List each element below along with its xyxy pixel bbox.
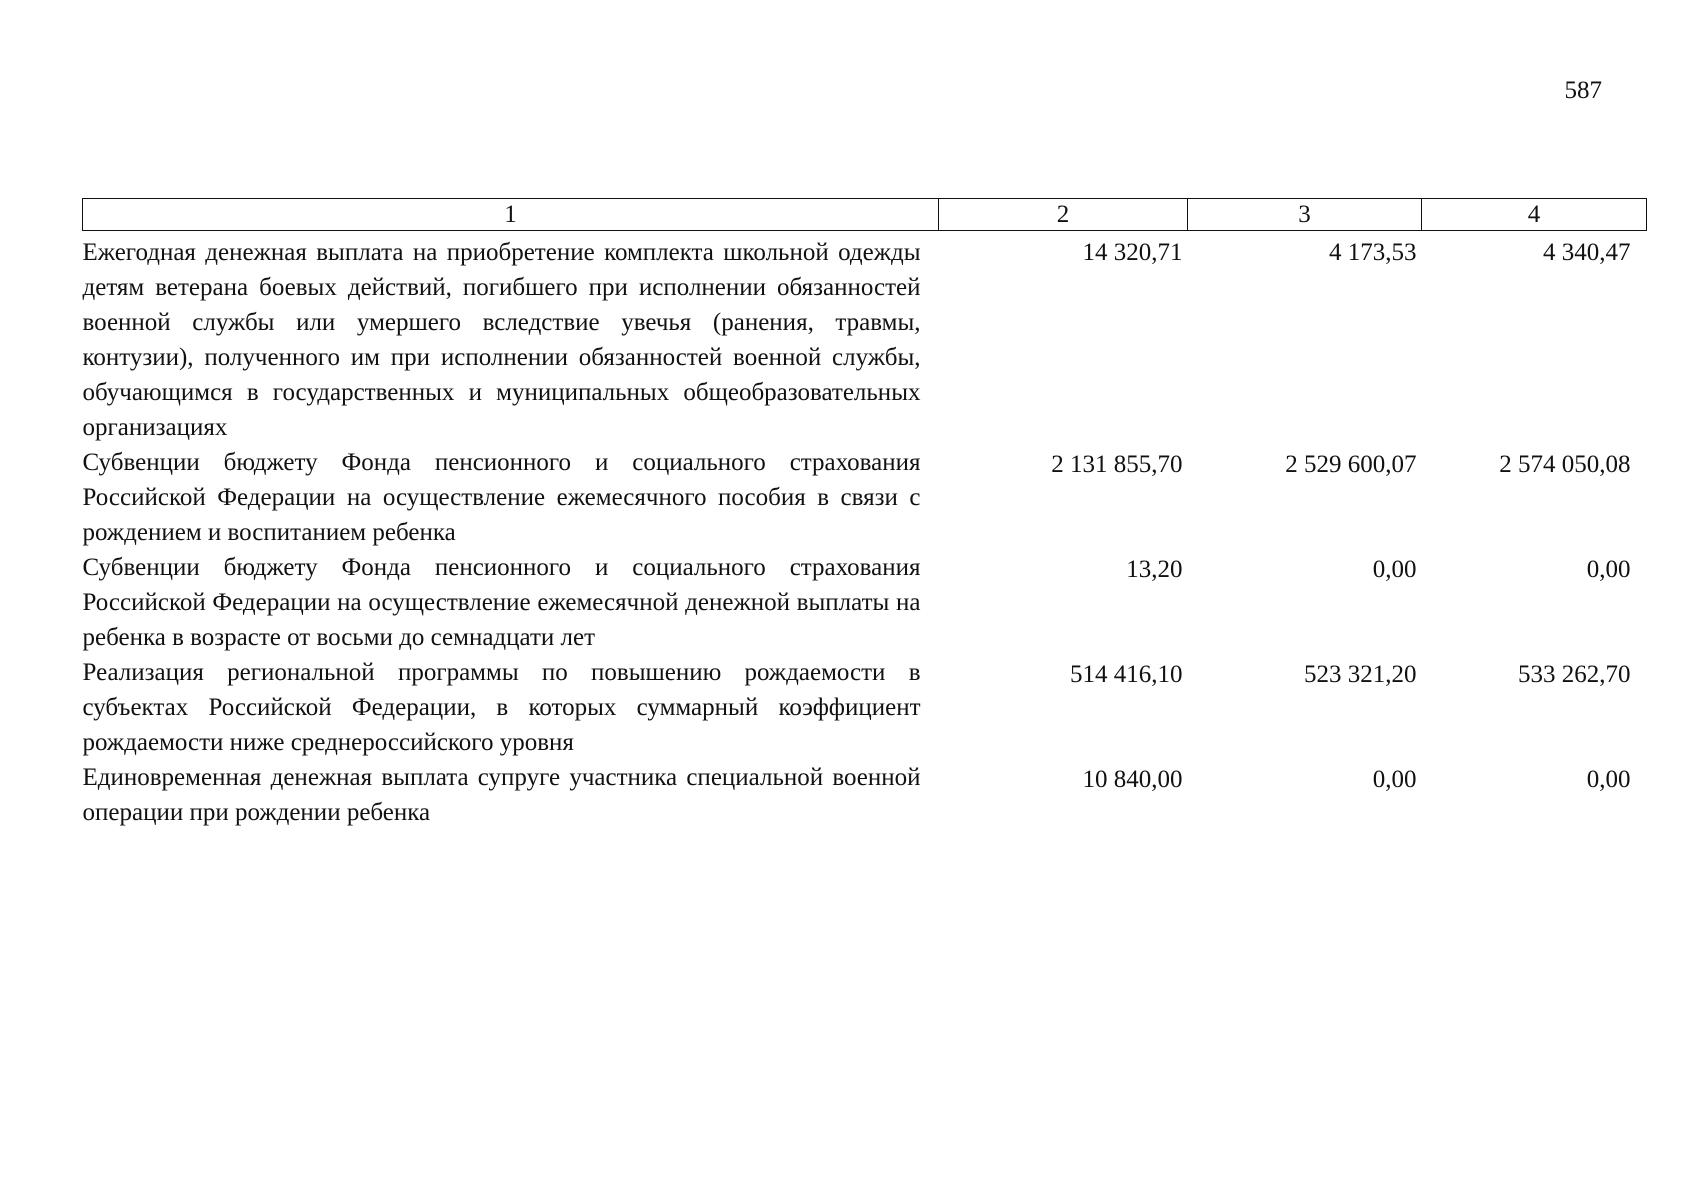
row-value-col4: 0,00 bbox=[1586, 766, 1631, 793]
table-header-row bbox=[83, 199, 1647, 231]
row-description: Субвенции бюджету Фонда пенсионного и социального страхования Российской Федерации на осуществление ежемесячной денежной выплаты на ребенка в возрасте от восьми до семнадцати лет bbox=[82, 554, 921, 651]
row-value-col2: 2 131 855,70 bbox=[1051, 451, 1183, 478]
budget-table bbox=[82, 198, 1647, 830]
row-description: Ежегодная денежная выплата на приобретение комплекта школьной одежды детям ветерана боевых действий, погибшего при исполнении обязанностей военной службы или умершего вследствие увечья (ранения, травмы, контузии), полученного им при исполнении обязанностей военной службы, обучающимся в государственных и муниципальных общеобразовательных организациях bbox=[82, 239, 921, 441]
row-value-col4: 2 574 050,08 bbox=[1499, 451, 1631, 478]
row-value-col4: 533 262,70 bbox=[1518, 661, 1631, 688]
column-header-4: 4 bbox=[1422, 199, 1647, 231]
column-header-2: 2 bbox=[939, 199, 1188, 231]
row-description: Единовременная денежная выплата супруге участника специальной военной операции при рождении ребенка bbox=[82, 764, 921, 826]
row-value-col2: 10 840,00 bbox=[1082, 766, 1183, 793]
row-value-col4: 0,00 bbox=[1586, 556, 1631, 583]
row-value-col3: 0,00 bbox=[1372, 766, 1417, 793]
row-value-col2: 14 320,71 bbox=[1082, 239, 1183, 266]
table-row bbox=[83, 760, 1647, 830]
row-description: Субвенции бюджету Фонда пенсионного и социального страхования Российской Федерации на осуществление ежемесячного пособия в связи с рождением и воспитанием ребенка bbox=[82, 449, 921, 546]
row-value-col2: 13,20 bbox=[1126, 556, 1183, 583]
table-row bbox=[83, 445, 1647, 550]
page-number: 587 bbox=[1564, 77, 1602, 104]
row-value-col3: 2 529 600,07 bbox=[1285, 451, 1417, 478]
column-header-3: 3 bbox=[1188, 199, 1422, 231]
row-value-col3: 0,00 bbox=[1372, 556, 1417, 583]
table-row bbox=[83, 550, 1647, 655]
table-row bbox=[83, 231, 1647, 446]
row-value-col3: 523 321,20 bbox=[1304, 661, 1417, 688]
table-row bbox=[83, 655, 1647, 760]
row-value-col2: 514 416,10 bbox=[1070, 661, 1183, 688]
row-description: Реализация региональной программы по повышению рождаемости в субъектах Российской Федерации, в которых суммарный коэффициент рождаемости ниже среднероссийского уровня bbox=[82, 659, 921, 756]
row-value-col3: 4 173,53 bbox=[1329, 239, 1417, 266]
row-value-col4: 4 340,47 bbox=[1543, 239, 1631, 266]
column-header-1: 1 bbox=[83, 199, 939, 231]
